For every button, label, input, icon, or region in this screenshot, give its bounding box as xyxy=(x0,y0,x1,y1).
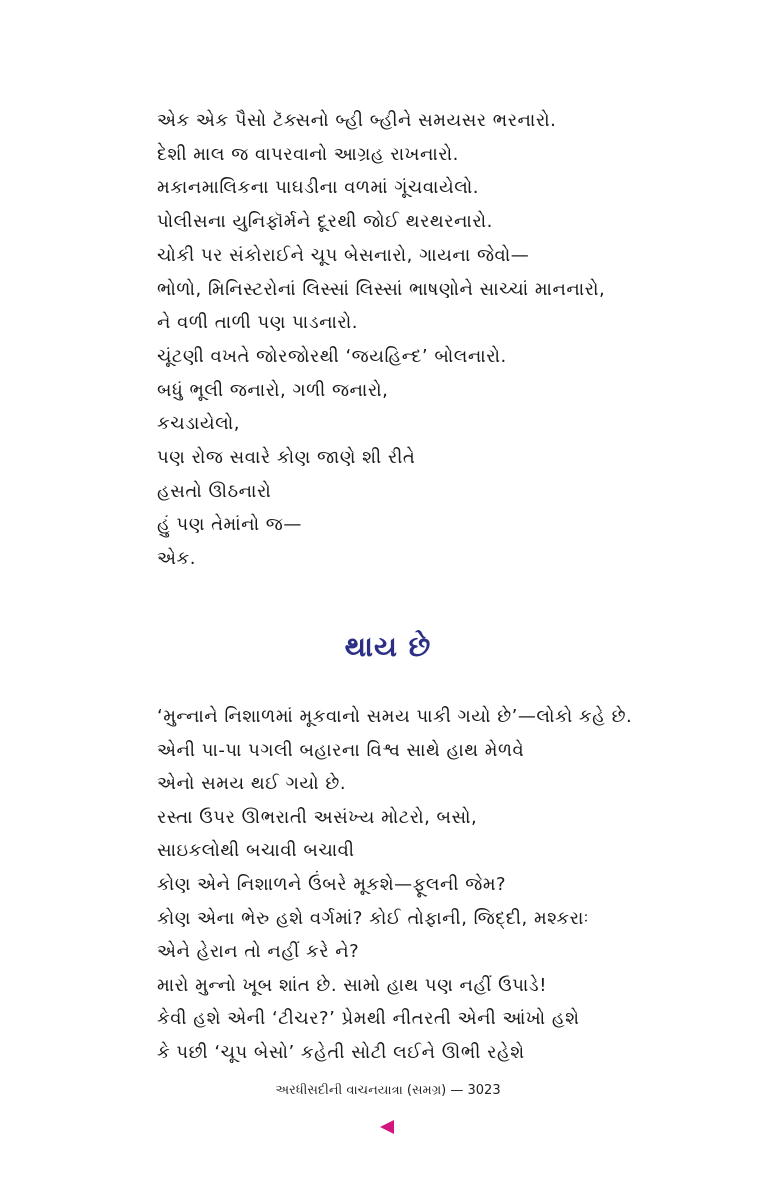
poem-line: દેશી માલ જ વાપરવાનો આગ્રહ રાખનારો. xyxy=(157,143,459,165)
poem-line: બધું ભૂલી જનારો, ગળી જનારો, xyxy=(157,379,389,401)
poem-line: રસ્તા ઉપર ઊભરાતી અસંખ્ય મોટરો, બસો, xyxy=(157,806,478,828)
triangle-left-icon[interactable] xyxy=(380,1120,394,1134)
poem-line: ભોળો, મિનિસ્ટરોનાં લિસ્સાં લિસ્સાં ભાષણોને સાચ્ચાં માનનારો, xyxy=(157,278,606,300)
poem-line: હું પણ તેમાંનો જ— xyxy=(157,514,302,536)
poem-line: એક. xyxy=(157,548,196,570)
poem-line: ને વળી તાળી પણ પાડનારો. xyxy=(157,312,358,334)
poem-bottom xyxy=(157,700,737,1070)
poem-title: થાય છે xyxy=(344,630,432,663)
poem-line: ચૂંટણી વખતે જોરજોરથી ‘જયહિન્દ’ બોલનારો. xyxy=(157,345,507,367)
poem-line: એનો સમય થઈ ગયો છે. xyxy=(157,773,347,795)
poem-line: સાઇકલોથી બચાવી બચાવી xyxy=(157,840,355,862)
poem-line: કોણ એના ભેરુ હશે વર્ગમાં? કોઈ તોફાની, જિદ્દી, મશ્કરાઃ xyxy=(157,907,590,929)
poem-line: એની પા-પા પગલી બહારના વિશ્વ સાથે હાથ મેળવે xyxy=(157,739,525,761)
poem-line: ‘મુન્નાને નિશાળમાં મૂકવાનો સમય પાકી ગયો છે’—લોકો કહે છે. xyxy=(157,706,633,727)
poem-line: કેવી હશે એની ‘ટીચર?’ પ્રેમથી નીતરતી એની આંખો હશે xyxy=(157,1008,580,1030)
poem-line: ચોકી પર સંકોરાઈને ચૂપ બેસનારો, ગાયના જેવો— xyxy=(157,244,530,266)
poem-line: પણ રોજ સવારે કોણ જાણે શી રીતે xyxy=(157,447,416,469)
poem-line: કે પછી ‘ચૂપ બેસો’ કહેતી સોટી લઈને ઊભી રહેશે xyxy=(157,1041,525,1063)
poem-line: કોણ એને નિશાળને ઉંબરે મૂકશે—ફૂલની જેમ? xyxy=(157,873,507,895)
poem-line: કચડાયેલો, xyxy=(157,413,240,435)
poem-line: મકાનમાલિકના પાઘડીના વળમાં ગૂંચવાયેલો. xyxy=(157,177,480,199)
poem-line: હસતો ઊઠનારો xyxy=(157,480,272,502)
poem-top xyxy=(157,104,717,576)
page-footer: અરધીસદીની વાચનયાત્રા (સમગ્ર) — 3023 xyxy=(275,1083,501,1098)
poem-line: પોલીસના યુનિફૉર્મને દૂરથી જોઈ થરથરનારો. xyxy=(157,211,493,233)
poem-line: એને હેરાન તો નહીં કરે ને? xyxy=(157,941,360,963)
poem-line: મારો મુન્નો ખૂબ શાંત છે. સામો હાથ પણ નહીં ઉપાડે! xyxy=(157,974,547,996)
poem-line: એક એક પૈસો ટૅક્સનો બ્હી બ્હીને સમયસર ભરનારો. xyxy=(157,110,557,131)
